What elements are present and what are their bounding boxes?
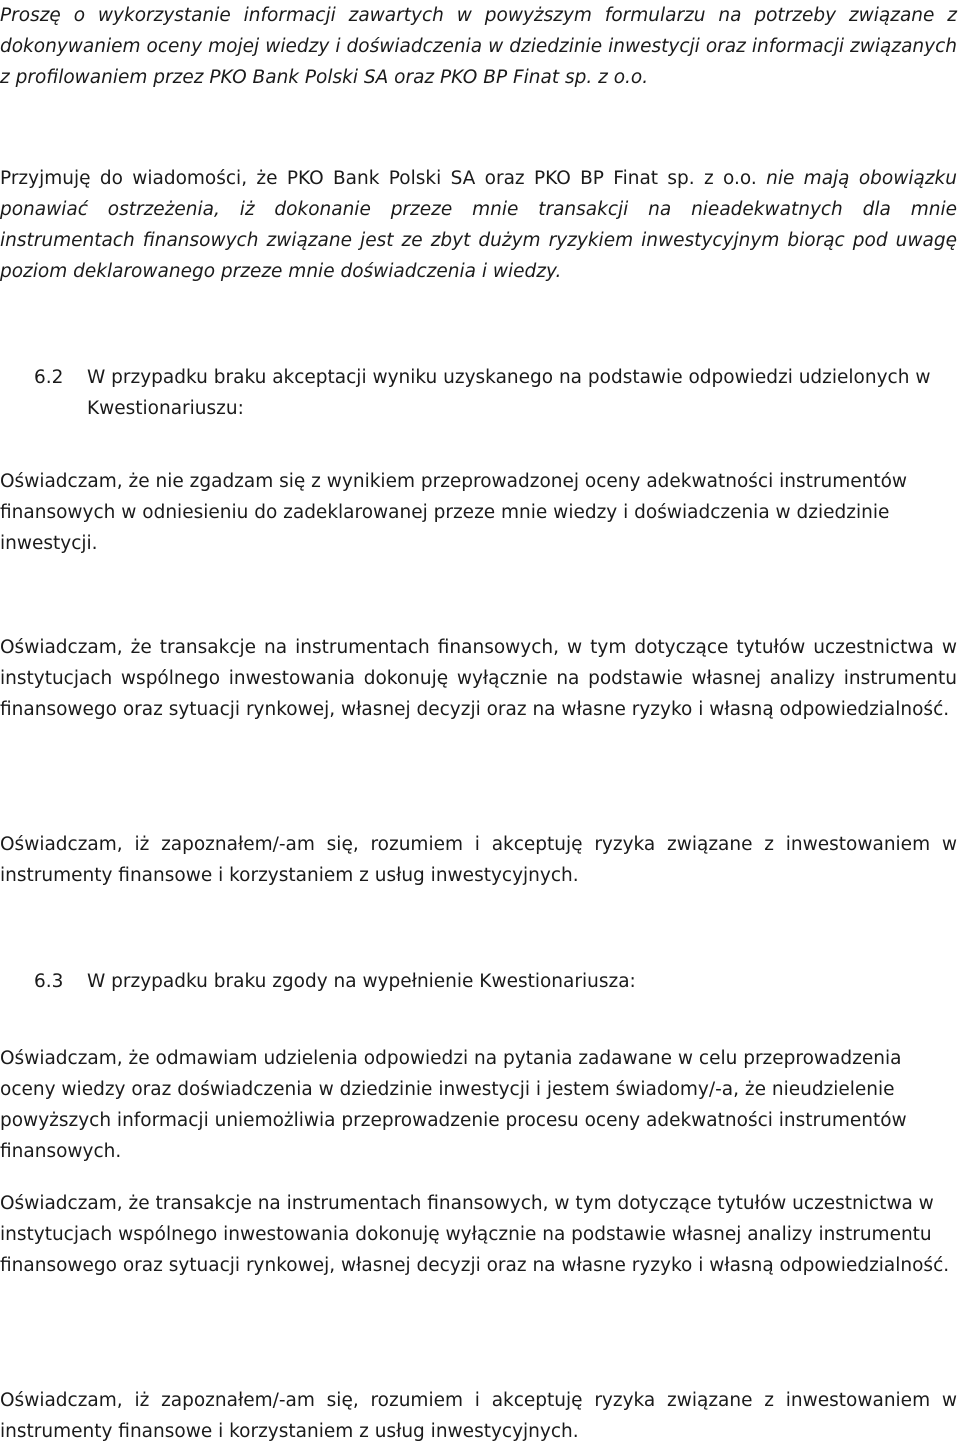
section-number: 6.2 xyxy=(34,367,64,388)
acknowledgement-paragraph-rest: nie mają obowiązku ponawiać ostrzeżenia, iż dokonanie przeze mnie transakcji na nieadekwatnych dla mnie instrumentach finansowych związane jest ze zbyt dużym ryzykiem inwestycyjnym biorąc pod uwagę poziom deklarowanego przeze mnie doświadczenia i wiedzy. xyxy=(0,168,957,282)
section-6-2-heading xyxy=(34,362,957,424)
risk-acceptance-statement-2: Oświadczam, iż zapoznałem/-am się, rozumiem i akceptuję ryzyka związane z inwestowaniem w instrumenty finansowe i korzystaniem z usług inwestycyjnych. xyxy=(0,1390,957,1442)
disagreement-statement: Oświadczam, że nie zgadzam się z wynikiem przeprowadzonej oceny adekwatności instrumentów finansowych w odniesieniu do zadeklarowanej przeze mnie wiedzy i doświadczenia w dziedzinie inwestycji. xyxy=(0,471,908,554)
risk-acceptance-statement: Oświadczam, iż zapoznałem/-am się, rozumiem i akceptuję ryzyka związane z inwestowaniem w instrumenty finansowe i korzystaniem z usług inwestycyjnych. xyxy=(0,834,957,886)
section-title: W przypadku braku akceptacji wyniku uzyskanego na podstawie odpowiedzi udzielonych w Kwestionariuszu: xyxy=(87,367,931,419)
consent-paragraph: Proszę o wykorzystanie informacji zawartych w powyższym formularzu na potrzeby związane z dokonywaniem oceny mojej wiedzy i doświadczenia w dziedzinie inwestycji oraz informacji związanych z profilowaniem przez PKO Bank Polski SA oraz PKO BP Finat sp. z o.o. xyxy=(0,5,957,88)
own-analysis-statement: Oświadczam, że transakcje na instrumentach finansowych, w tym dotyczące tytułów uczestnictwa w instytucjach wspólnego inwestowania dokonuję wyłącznie na podstawie własnej analizy instrumentu finansowego oraz sytuacji rynkowej, własnej decyzji oraz na własne ryzyko i własną odpowiedzialność. xyxy=(0,637,957,720)
section-number: 6.3 xyxy=(34,971,64,992)
refusal-statement: Oświadczam, że odmawiam udzielenia odpowiedzi na pytania zadawane w celu przeprowadzenia oceny wiedzy oraz doświadczenia w dziedzinie inwestycji i jestem świadomy/-a, że nieudzielenie powyższych informacji uniemożliwia przeprowadzenie procesu oceny adekwatności instrumentów finansowych. xyxy=(0,1048,907,1162)
section-title: W przypadku braku zgody na wypełnienie Kwestionariusza: xyxy=(87,971,636,992)
acknowledgement-paragraph-lead: Przyjmuję do wiadomości, że PKO Bank Polski SA oraz PKO BP Finat sp. z o.o. xyxy=(0,168,757,189)
acknowledgement-paragraph xyxy=(0,163,957,287)
own-analysis-statement-2: Oświadczam, że transakcje na instrumentach finansowych, w tym dotyczące tytułów uczestnictwa w instytucjach wspólnego inwestowania dokonuję wyłącznie na podstawie własnej analizy instrumentu finansowego oraz sytuacji rynkowej, własnej decyzji oraz na własne ryzyko i własną odpowiedzialność. xyxy=(0,1193,950,1276)
section-6-3-heading xyxy=(34,966,957,997)
